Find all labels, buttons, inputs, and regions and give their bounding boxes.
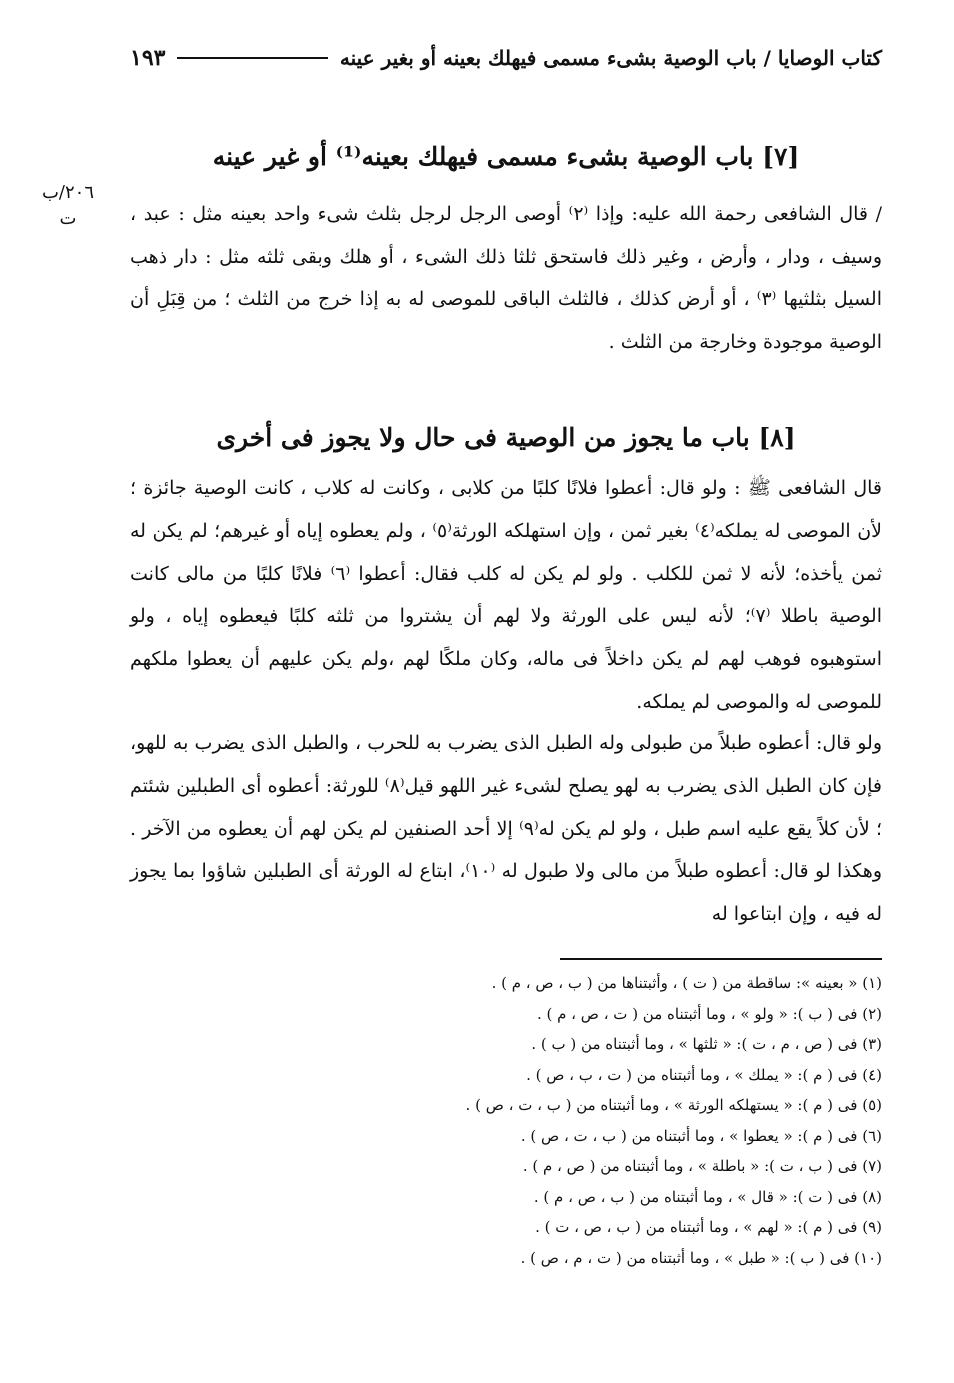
- section-7-body: [130, 193, 882, 363]
- footnote-item: (٨) فى ( ت ): « قال » ، وما أثبتناه من ( ب ، ص ، م ) .: [533, 1187, 882, 1206]
- footnote-item: (٧) فى ( ب ، ت ): « باطلة » ، وما أثبتناه من ( ص ، م ) .: [522, 1157, 882, 1175]
- footnote-item: (٤) فى ( م ): « يملك » ، وما أثبتناه من ( ت ، ب ، ص ) .: [526, 1065, 882, 1084]
- section-7-heading: [٧] باب الوصية بشىء مسمى فيهلك بعينه⁽¹⁾ أو غير عينه: [212, 142, 800, 171]
- footnote-item: (٥) فى ( م ): « يستهلكه الورثة » ، وما أثبتناه من ( ب ، ت ، ص ) .: [465, 1096, 882, 1114]
- section-8-paragraph-1: قال الشافعى ﷺ : ولو قال: أعطوا فلانًا كلبًا من كلابى ، وكانت له كلاب ، كانت الوصية جائزة ؛ لأن الموصى له يملكه⁽٤⁾ بغير ثمن ، وإن استهلكه الورثة⁽٥⁾ ، ولم يعطوه إياه أو غيرهم؛ لم يكن له ثمن يأخذه؛ لأنه لا ثمن للكلب . ولو لم يكن له كلب فقال: أعطوا ⁽٦⁾ فلانًا كلبًا من مالى كانت الوصية باطلا ⁽٧⁾؛ لأنه ليس على الورثة ولا لهم أن يشتروا من ثلثه كلبًا فيعطوه إياه ، ولو استوهبوه فوهب لهم لم يكن داخلاً فى ماله، وكان ملكًا لهم ،ولم يكن عليهم أن يعطوا ملكهم للموصى له والموصى لم يملكه.: [130, 477, 882, 713]
- margin-folio-line2: ت: [59, 208, 77, 229]
- footnotes: [300, 968, 882, 1273]
- page-number: ١٩٣: [130, 45, 166, 71]
- footnote-item: (٩) فى ( م ): « لهم » ، وما أثبتناه من ( ب ، ص ، ت ) .: [535, 1218, 882, 1236]
- section-8-body-continued: [130, 722, 882, 936]
- footnote-item: (٢) فى ( ب ): « ولو » ، وما أثبتناه من ( ت ، ص ، م ) .: [536, 1004, 882, 1023]
- section-8-body: [130, 467, 882, 724]
- footnote-item: (١) « بعينه »: ساقطة من ( ت ) ، وأثبتناها من ( ب ، ص ، م ) .: [491, 974, 882, 992]
- margin-folio-note: [28, 180, 108, 232]
- running-header-title: كتاب الوصايا / باب الوصية بشىء مسمى فيهلك بعينه أو بغير عينه: [339, 46, 882, 70]
- section-8-paragraph-2: ولو قال: أعطوه طبلاً من طبولى وله الطبل الذى يضرب به للحرب ، والطبل الذى يضرب به للهو، فإن كان الطبل الذى يضرب به لهو يصلح لشىء غير اللهو قيل⁽٨⁾ للورثة: أعطوه أى الطبلين شئتم ؛ لأن كلاً يقع عليه اسم طبل ، ولو لم يكن له⁽٩⁾ إلا أحد الصنفين لم يكن لهم أن يعطوه من الآخر . وهكذا لو قال: أعطوه طبلاً من مالى ولا طبول له ⁽١٠⁾، ابتاع له الورثة أى الطبلين شاؤوا بما يجوز له فيه ، وإن ابتاعوا له: [130, 732, 882, 926]
- margin-folio-line1: ٢٠٦/ب: [41, 182, 95, 203]
- header-rule: [177, 57, 327, 59]
- section-8-heading: [٨] باب ما يجوز من الوصية فى حال ولا يجوز فى أخرى: [216, 423, 796, 452]
- footnote-item: (١٠) فى ( ب ): « طبل » ، وما أثبتناه من ( ت ، م ، ص ) .: [520, 1248, 882, 1267]
- footnote-item: (٦) فى ( م ): « يعطوا » ، وما أثبتناه من ( ب ، ت ، ص ) .: [520, 1126, 882, 1145]
- footnote-separator: [560, 958, 882, 960]
- section-7-paragraph: / قال الشافعى رحمة الله عليه: وإذا ⁽٢⁾ أوصى الرجل لرجل بثلث شىء واحد بعينه مثل : عبد ، وسيف ، ودار ، وأرض ، وغير ذلك فاستحق ثلثا ذلك الشىء ، أو هلك وبقى ثلثه مثل : دار ذهب السيل بثلثيها ⁽٣⁾ ، أو أرض كذلك ، فالثلث الباقى للموصى له به إذا خرج من الثلث ؛ من قِبَلِ أن الوصية موجودة وخارجة من الثلث .: [130, 203, 882, 353]
- footnote-item: (٣) فى ( ص ، م ، ت ): « ثلثها » ، وما أثبتناه من ( ب ) .: [531, 1035, 882, 1053]
- running-header: [130, 38, 882, 78]
